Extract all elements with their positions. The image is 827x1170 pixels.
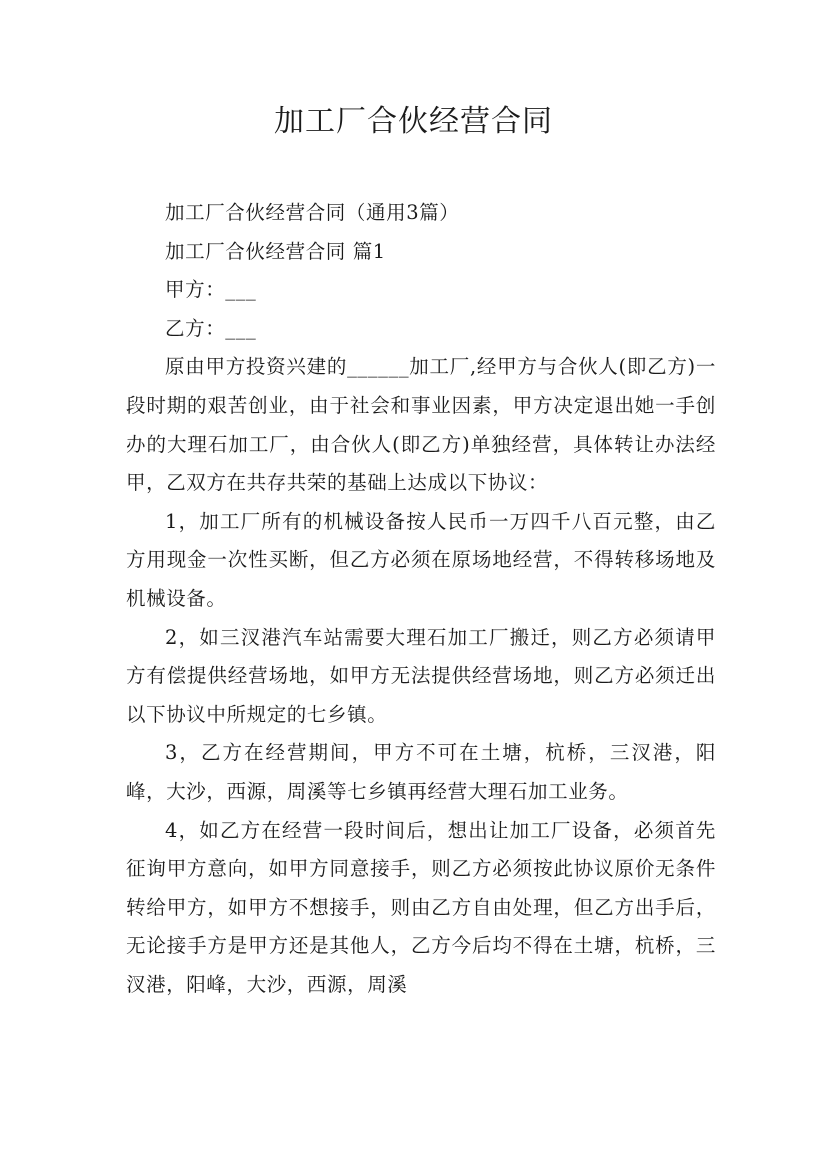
paragraph-clause-2: 2，如三汊港汽车站需要大理石加工厂搬迁，则乙方必须请甲方有偿提供经营场地，如甲方无法提供经营场地，则乙方必须迁出以下协议中所规定的七乡镇。 bbox=[126, 625, 716, 726]
paragraph-party-a: 甲方：___ bbox=[165, 278, 257, 302]
paragraph-clause-4: 4，如乙方在经营一段时间后，想出让加工厂设备，必须首先征询甲方意向，如甲方同意接手，则乙方必须按此协议原价无条件转给甲方，如甲方不想接手，则由乙方自由处理，但乙方出手后，无论接手方是甲方还是其他人，乙方今后均不得在土塘，杭桥，三汊港，阳峰，大沙，西源，周溪 bbox=[126, 818, 716, 996]
paragraph-clause-3: 3，乙方在经营期间，甲方不可在土塘，杭桥，三汊港，阳峰，大沙，西源，周溪等七乡镇再经营大理石加工业务。 bbox=[126, 741, 716, 803]
paragraph-party-b: 乙方：___ bbox=[165, 316, 257, 340]
paragraph-collection-heading: 加工厂合伙经营合同（通用3篇） bbox=[165, 201, 460, 224]
document-body bbox=[126, 194, 716, 1004]
paragraph-preamble: 原由甲方投资兴建的______加工厂,经甲方与合伙人(即乙方)一段时期的艰苦创业，由于社会和事业因素，甲方决定退出她一手创办的大理石加工厂，由合伙人(即乙方)单独经营，具体转让办法经甲，乙双方在共存共荣的基础上达成以下协议： bbox=[126, 355, 716, 495]
paragraph-clause-1: 1，加工厂所有的机械设备按人民币一万四千八百元整，由乙方用现金一次性买断，但乙方必须在原场地经营，不得转移场地及机械设备。 bbox=[126, 509, 716, 610]
document-title: 加工厂合伙经营合同 bbox=[274, 104, 553, 139]
paragraph-section-heading: 加工厂合伙经营合同 篇1 bbox=[165, 239, 386, 263]
